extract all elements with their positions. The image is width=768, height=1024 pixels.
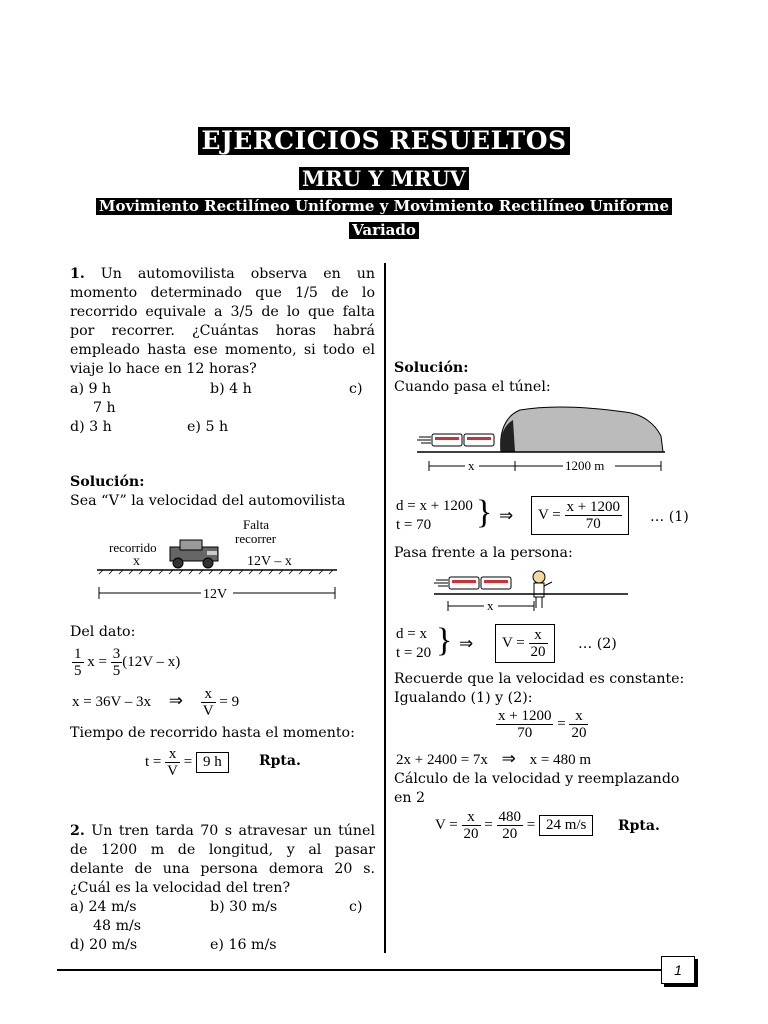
problem2-line2: de 1200 m de longitud, y al pasar <box>70 842 375 858</box>
person-icon <box>533 571 552 608</box>
answer2-box: 24 m/s <box>539 815 593 836</box>
solution1-label-text: Solución: <box>70 474 145 490</box>
problem2-line3: delante de una persona demora 20 s. <box>70 861 375 877</box>
equation-final: V = $\frac{x}{20}$ = $\frac{480}{20}$ = 24 m/s <box>435 809 593 842</box>
v2-box <box>495 624 555 663</box>
eq2-tail: = 9 <box>219 693 240 710</box>
problem1-line1: Un automovilista observa en un <box>84 266 375 282</box>
person-text: Pasa frente a la persona: <box>394 545 573 561</box>
p2-option-b: b) 30 m/s <box>210 899 278 915</box>
page-number: 1 <box>661 956 695 984</box>
label-remaining: 12V – x <box>247 554 292 569</box>
equation-2 <box>72 686 239 719</box>
eq3-pre: t = <box>145 753 162 770</box>
system-1 <box>396 497 473 535</box>
problem2-line4: ¿Cuál es la velocidad del tren? <box>70 880 291 896</box>
p2-option-a: a) 24 m/s <box>70 899 137 915</box>
arrow-2: ⇒ <box>459 634 474 653</box>
eq4-arrow: ⇒ <box>501 749 516 768</box>
eq1-rhs-den: 5 <box>112 663 121 679</box>
eq1-tail: (12V – x) <box>122 653 181 670</box>
v2-num: x <box>529 627 548 644</box>
eq1-lhs-num: 1 <box>74 646 82 662</box>
ref-1: … (1) <box>650 509 689 525</box>
problem1-line2: momento determinado que 1/5 de lo <box>70 285 375 301</box>
column-divider <box>384 263 386 953</box>
page-description-line1: Movimiento Rectilíneo Uniforme y Movimiento Rectilíneo Uniforme <box>96 198 672 215</box>
train-icon-2 <box>449 577 511 589</box>
train-icon <box>432 434 494 446</box>
vf-den2: 20 <box>502 826 518 842</box>
p2-option-d: d) 20 m/s <box>70 937 138 953</box>
eqeq-den1: 70 <box>517 725 533 741</box>
p2-option-e: e) 16 m/s <box>210 937 277 953</box>
del-dato: Del dato: <box>70 624 136 640</box>
option-c: c) <box>349 381 363 397</box>
option-a: a) 9 h <box>70 381 112 397</box>
tunnel-mountain <box>501 407 663 452</box>
problem1-statement <box>70 265 375 379</box>
d1: d = x + 1200 <box>396 498 473 514</box>
ref-2: … (2) <box>578 636 617 652</box>
car-diagram <box>95 515 345 610</box>
equation-1 <box>72 646 180 679</box>
eq2-den: V <box>202 703 214 719</box>
igualando-text: Igualando (1) y (2): <box>394 690 533 706</box>
eq2-text: x = 36V – 3x <box>72 693 152 710</box>
calculo-line1: Cálculo de la velocidad y reemplazando <box>394 771 680 787</box>
page-description-line2: Variado <box>349 222 419 239</box>
label-recorrer: recorrer <box>235 531 277 546</box>
page-subtitle: MRU Y MRUV <box>299 167 469 190</box>
brace-1: } <box>476 494 493 531</box>
eq4-result: x = 480 m <box>529 752 592 768</box>
problem2-number: 2. <box>70 823 85 839</box>
label-falta: Falta <box>243 517 269 532</box>
page-title-wrap <box>0 127 768 155</box>
tiempo-text: Tiempo de recorrido hasta el momento: <box>70 725 355 741</box>
p2-option-c: c) <box>349 899 363 915</box>
page-title: EJERCICIOS RESUELTOS <box>198 127 569 155</box>
eq3-eq: = <box>183 753 193 770</box>
tunnel-length-label: 1200 m <box>565 458 605 473</box>
tunnel-text: Cuando pasa el túnel: <box>394 379 551 395</box>
vf-den1: 20 <box>463 826 479 842</box>
option-d: d) 3 h <box>70 419 112 435</box>
t1: t = 70 <box>396 517 432 533</box>
label-x: x <box>133 554 140 569</box>
v2-den: 20 <box>530 644 546 660</box>
eq2-arrow: ⇒ <box>168 690 184 710</box>
tunnel-diagram <box>415 402 670 477</box>
option-b: b) 4 h <box>210 381 252 397</box>
problem1-line4: por recorrer. ¿Cuántas horas habrá <box>70 323 375 339</box>
speed-lines <box>417 437 431 443</box>
v1-den: 70 <box>585 516 601 532</box>
vf-num2: 480 <box>498 809 521 825</box>
eq1-rhs-num: 3 <box>112 646 121 662</box>
p2-option-c-value: 48 m/s <box>93 918 142 934</box>
problem2-line1: Un tren tarda 70 s atravesar un túnel <box>84 823 375 839</box>
equation-3 <box>145 746 229 779</box>
speed-lines-2 <box>434 580 448 586</box>
problem1-line3: recorrido equivale a 3/5 de lo que falta <box>70 304 375 320</box>
v2-pre: V = <box>502 634 525 651</box>
solution2-label-text: Solución: <box>394 360 469 376</box>
eqeq-eq: = <box>557 715 566 732</box>
problem1-number: 1. <box>70 266 85 282</box>
problem1-line5: empleado hasta ese momento, si todo el <box>70 342 375 358</box>
eq3-den: V <box>167 763 178 779</box>
problem1-line6: viaje lo hace en 12 horas? <box>70 361 257 377</box>
v1-pre: V = <box>538 506 561 523</box>
desc-wrap-1 <box>0 198 768 215</box>
recuerde-text: Recuerde que la velocidad es constante: <box>394 671 685 687</box>
option-c-value: 7 h <box>93 400 116 416</box>
arrow-1: ⇒ <box>499 506 514 525</box>
eq2-num: x <box>201 686 216 703</box>
solution2-label <box>394 359 468 378</box>
brace-2: } <box>436 622 453 659</box>
footer-line <box>57 969 662 971</box>
t2: t = 20 <box>396 645 432 661</box>
problem2-statement <box>70 822 375 898</box>
person-x-label: x <box>487 598 494 613</box>
eq3-num: x <box>165 746 180 763</box>
eq1-lhs-den: 5 <box>74 663 82 679</box>
label-recorrido: recorrido <box>109 540 157 555</box>
equation-equal <box>496 708 588 741</box>
option-e: e) 5 h <box>187 419 229 435</box>
equation-4 <box>396 749 591 769</box>
eq1-mid: x = <box>87 653 107 670</box>
v1-num: x + 1200 <box>566 499 620 515</box>
solution1-label <box>70 473 144 492</box>
eqeq-den2: 20 <box>571 725 587 741</box>
system-2 <box>396 625 431 663</box>
car-icon <box>170 540 218 568</box>
tunnel-entrance <box>501 420 516 452</box>
desc-wrap-2 <box>0 222 768 239</box>
solution1-intro: Sea “V” la velocidad del automovilista <box>70 493 346 509</box>
rpta1: Rpta. <box>259 753 301 769</box>
calculo-line2: en 2 <box>394 790 426 806</box>
eqeq-num1: x + 1200 <box>498 708 552 724</box>
eq4-text: 2x + 2400 = 7x <box>396 752 488 768</box>
vf-pre: V = <box>435 816 458 833</box>
eqeq-num2: x <box>569 708 588 725</box>
person-diagram <box>432 568 632 618</box>
v1-box <box>531 496 629 535</box>
vf-num1: x <box>462 809 481 826</box>
label-total: 12V <box>203 587 228 602</box>
d2: d = x <box>396 626 427 642</box>
subtitle-wrap <box>0 167 768 190</box>
tunnel-x-label: x <box>468 458 475 473</box>
answer1-box: 9 h <box>196 752 229 773</box>
rpta2: Rpta. <box>618 818 660 834</box>
